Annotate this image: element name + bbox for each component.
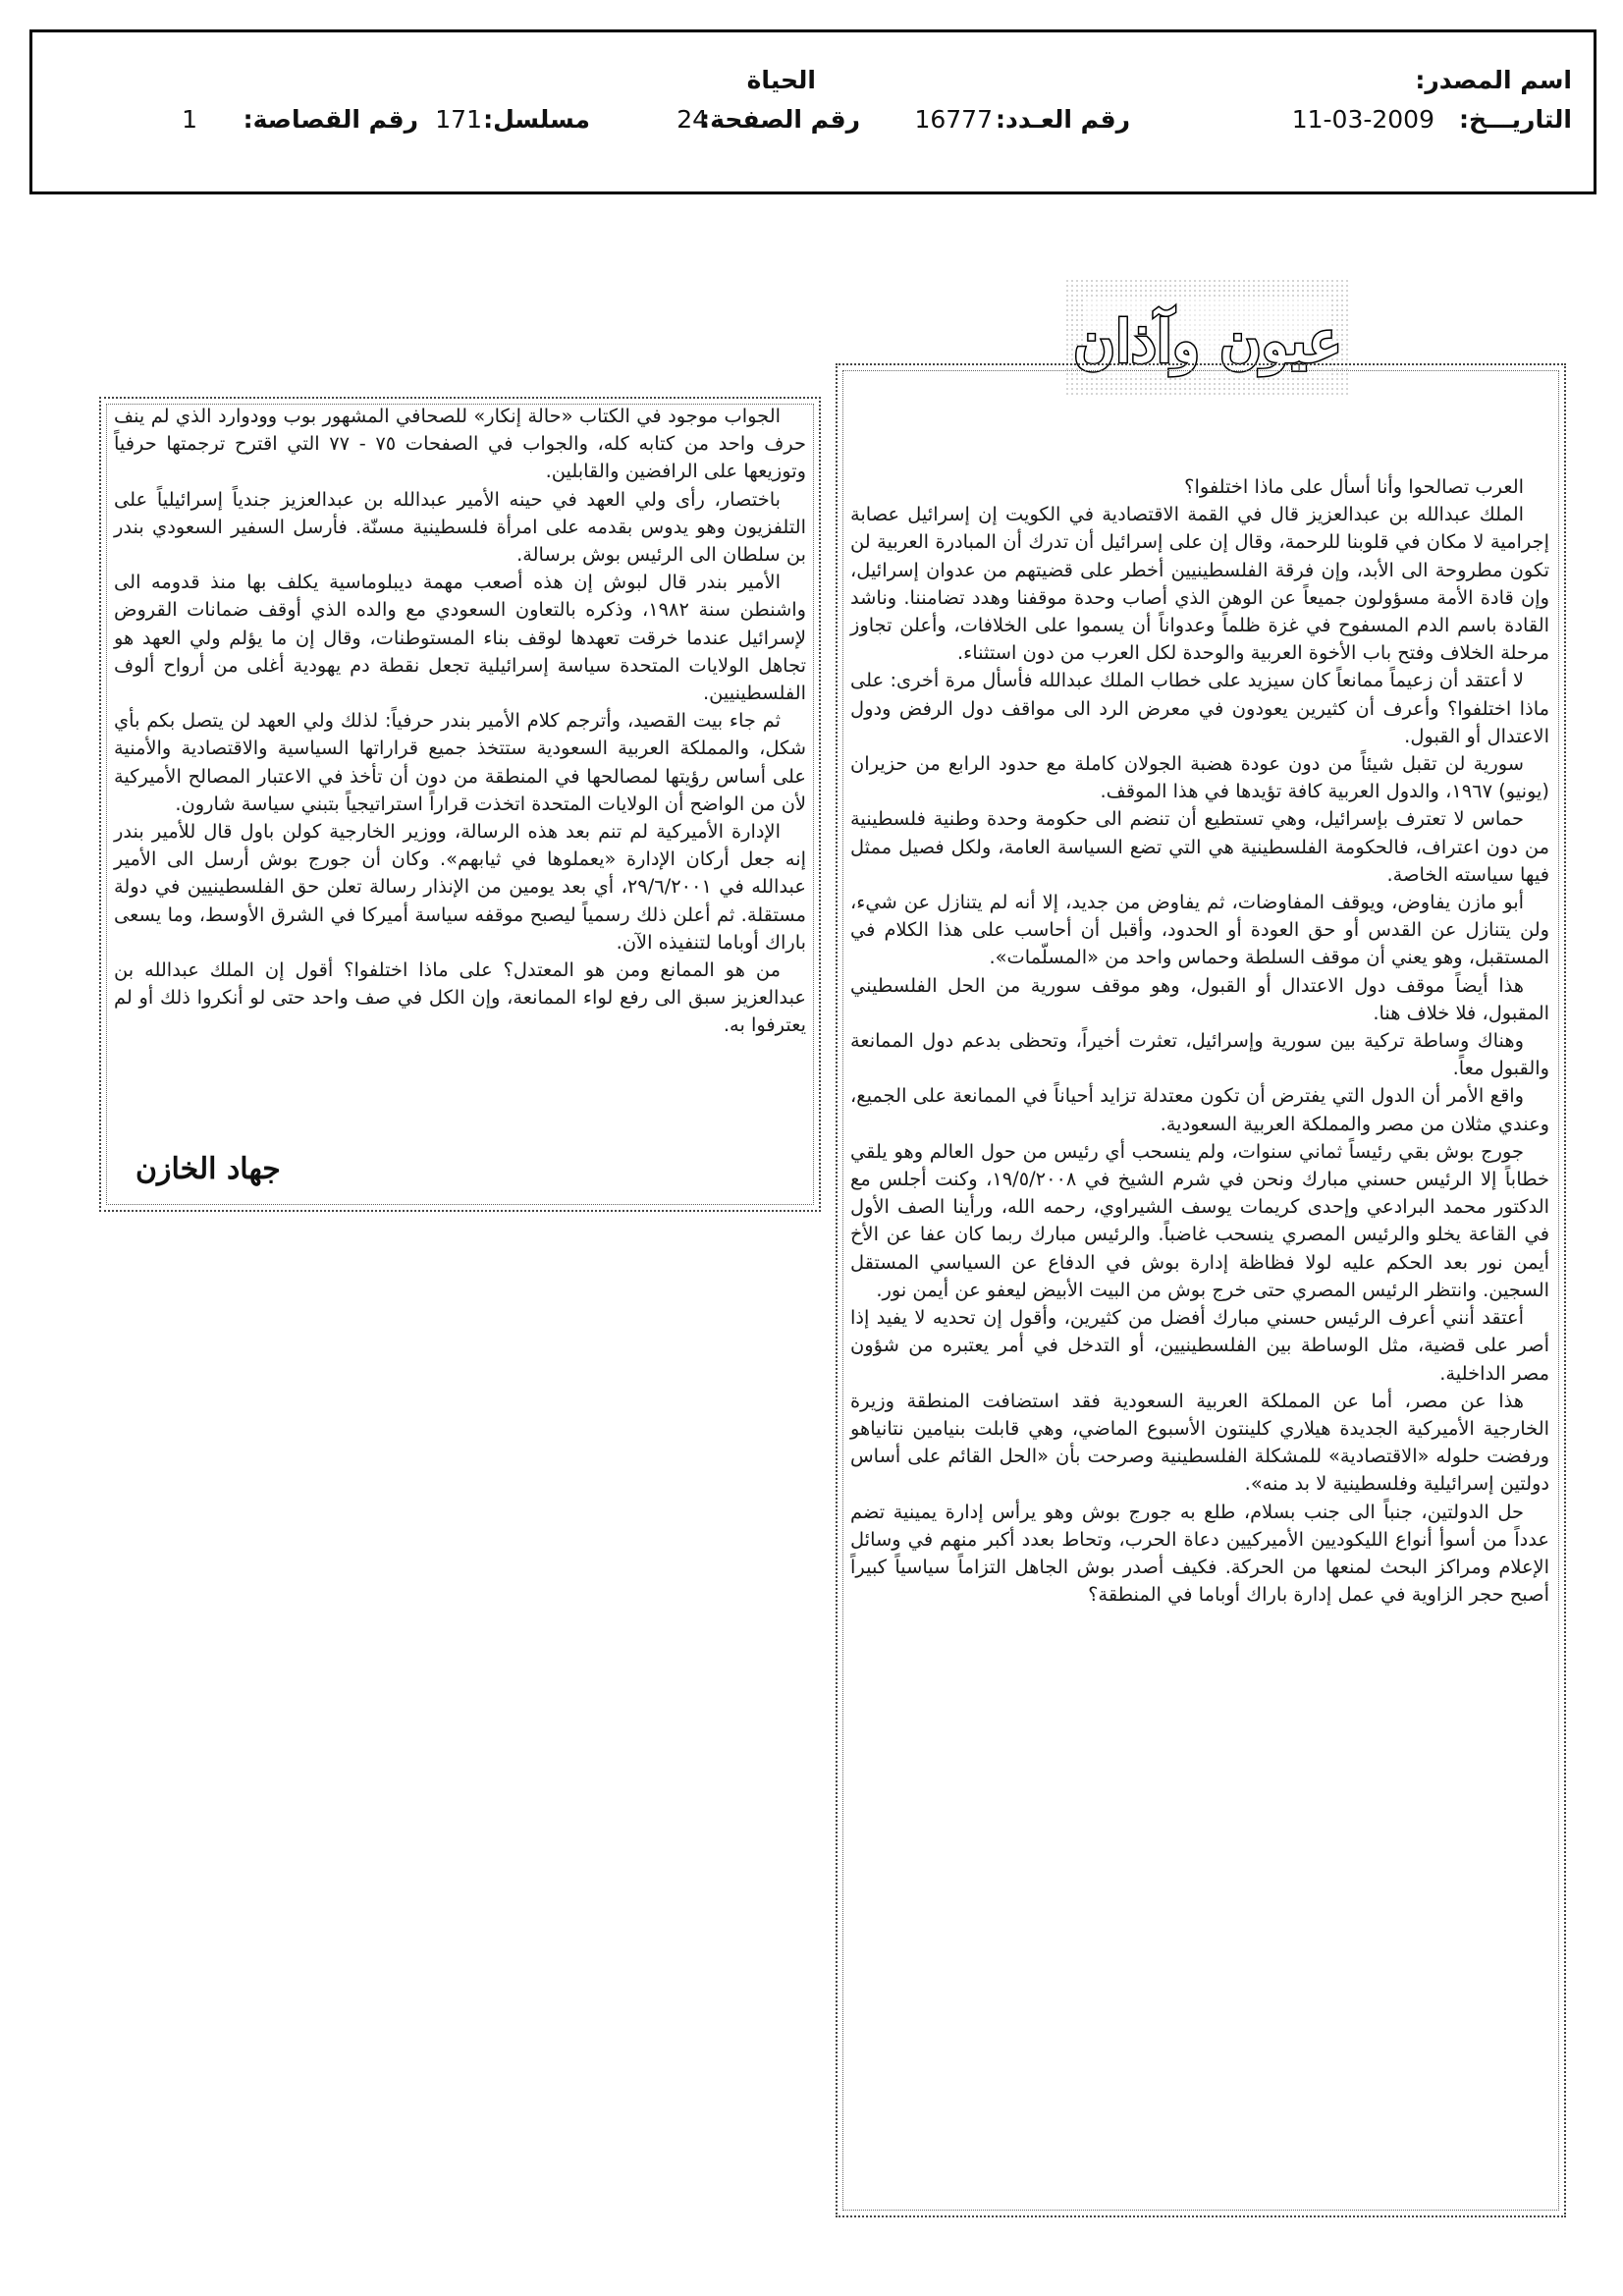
- article-paragraph: باختصار، رأى ولي العهد في حينه الأمير عبدالله بن عبدالعزيز جندياً إسرائيلياً على التلفزيون وهو يدوس بقدمه على امرأة فلسطينية مسنّة. فأرسل السفير السعودي بندر بن سلطان الى الرئيس بوش برسالة.: [114, 487, 806, 567]
- page-label: رقم الصفحة:: [700, 104, 860, 134]
- article-paragraph: حماس لا تعترف بإسرائيل، وهي تستطيع أن تنضم الى حكومة وحدة وطنية فلسطينية من دون اعتراف، فالحكومة الفلسطينية هي التي تضع السياسة العامة، ولكل فصيل ممثل فيها سياسته الخاصة.: [850, 807, 1549, 886]
- metadata-row-source: [54, 66, 1572, 94]
- article-paragraph: أعتقد أنني أعرف الرئيس حسني مبارك أفضل من كثيرين، وأقول إن تحديه لا يفيد إذا أصر على قضية، مثل الوساطة بين الفلسطينيين، أو التدخل في أمر يعتبره من شؤون مصر الداخلية.: [850, 1306, 1549, 1385]
- article-paragraph: الملك عبدالله بن عبدالعزيز قال في القمة الاقتصادية في الكويت إن إسرائيل عصابة إجرامية لا مكان في قلوبنا للرحمة، وقال إن على إسرائيل أن تدرك أن المبادرة العربية لن تكون مطروحة الى الأبد، وإن فرقة الفلسطينيين أخطر على قضيتهم من عدوان إسرائيل، وإن قادة الأمة مسؤولون جميعاً عن الوهن الذي أصاب وحدة موقفنا وهدد تضامننا. وناشد القادة باسم الدم المسفوح في غزة ظلماً وعدواناً أن يسموا على الخلافات، وأعلن تجاوز مرحلة الخلاف وفتح باب الأخوة العربية والوحدة لكل العرب من دون استثناء.: [850, 503, 1549, 665]
- source-label: اسم المصدر:: [1415, 66, 1572, 94]
- article-paragraph: من هو الممانع ومن هو المعتدل؟ على ماذا اختلفوا؟ أقول إن الملك عبدالله بن عبدالعزيز سبق الى رفع لواء الممانعة، وإن الكل في صف واحد حتى لو أنكروا ذلك أو لم يعترفوا به.: [114, 958, 806, 1037]
- date-label: التاريـــخ:: [1459, 104, 1572, 134]
- column-logo-text: عيون وآذان: [1073, 308, 1342, 375]
- serial-label: مسلسل:: [483, 104, 590, 134]
- article-paragraph: لا أعتقد أن زعيماً ممانعاً كان سيزيد على خطاب الملك عبدالله فأسأل مرة أخرى: على ماذا اختلفوا؟ وأعرف أن كثيرين يعودون في معرض الرد الى مواقف دول الرفض ودول الاعتدال أو القبول.: [850, 669, 1549, 747]
- article-paragraph: واقع الأمر أن الدول التي يفترض أن تكون معتدلة تزايد أحياناً في الممانعة على الجميع، وعندي مثلان من مصر والمملكة العربية السعودية.: [850, 1084, 1549, 1135]
- clipping-metadata-box: [29, 29, 1596, 194]
- serial-value: 171: [435, 104, 482, 134]
- issue-value: 16777: [914, 104, 993, 134]
- article-paragraph: جورج بوش بقي رئيساً ثماني سنوات، ولم ينسحب أي رئيس من حول العالم وهو يلقي خطاباً إلا الرئيس حسني مبارك ونحن في شرم الشيخ في ١٩/٥/٢٠٠٨، وكنت أجلس مع الدكتور محمد البرادعي وإحدى كريمات يوسف الشيراوي، رحمه الله، ورأينا الصف الأول في القاعة يخلو والرئيس المصري ينسحب غاضباً. والرئيس مبارك ربما كان عفا عن الأخ أيمن نور بعد الحكم عليه لولا فظاظة إدارة بوش في الدفاع عن السياسي المستقل السجين. وانتظر الرئيس المصري حتى خرج بوش من البيت الأبيض ليعفو عن أيمن نور.: [850, 1139, 1549, 1301]
- article-paragraph: الجواب موجود في الكتاب «حالة إنكار» للصحافي المشهور بوب وودوارد الذي لم ينف حرف واحد من كتابه كله، والجواب في الصفحات ٧٥ - ٧٧ التي اقترح ترجمتها حرفياً وتوزيعها على الرافضين والقابلين.: [114, 405, 806, 483]
- article-paragraph: الإدارة الأميركية لم تنم بعد هذه الرسالة، ووزير الخارجية كولن باول قال للأمير بندر إنه جعل أركان الإدارة «يعملوها في ثيابهم». وكان أن جورج بوش أرسل الى الأمير عبدالله في ٢٩/٦/٢٠٠١، أي بعد يومين من الإنذار رسالة تعلن حق الفلسطينيين في دولة مستقلة. ثم أعلن ذلك رسمياً ليصبح موقفه سياسة أميركا في الشرق الأوسط، وما يسعى باراك أوباما لتنفيذه الآن.: [114, 820, 806, 954]
- article-paragraph: وهناك وساطة تركية بين سورية وإسرائيل، تعثرت أخيراً، وتحظى بدعم دول الممانعة والقبول معاً.: [850, 1029, 1549, 1080]
- article-paragraph: هذا أيضاً موقف دول الاعتدال أو القبول، وهو موقف سورية من الحل الفلسطيني المقبول، فلا خلاف هنا.: [850, 973, 1549, 1024]
- page-value: 24: [676, 104, 708, 134]
- article-paragraph: حل الدولتين، جنباً الى جنب بسلام، طلع به جورج بوش وهو يرأس إدارة يمينية تضم عدداً من أسوأ أنواع الليكوديين الأميركيين دعاة الحرب، وتحاط بعدد أكبر منهم في وسائل الإعلام ومراكز البحث لمنعها من الحركة. فكيف أصدر بوش الجاهل التزاماً سياسياً كبيراً أصبح حجر الزاوية في عمل إدارة باراك أوباما في المنطقة؟: [850, 1500, 1549, 1607]
- article-paragraph: العرب تصالحوا وأنا أسأل على ماذا اختلفوا؟: [1184, 475, 1524, 498]
- article-right-column: [850, 473, 1549, 1609]
- article-paragraph: أبو مازن يفاوض، ويوقف المفاوضات، ثم يفاوض من جديد، إلا أنه لم يتنازل عن شيء، ولن يتنازل عن القدس أو حق العودة أو الحدود، وأقبل أن أحاسب على هذا الكلام في المستقبل، وهو يعني أن موقف السلطة وحماس واحد من «المسلّمات».: [850, 891, 1549, 969]
- author-signature: جهاد الخازن: [135, 1152, 281, 1186]
- source-value: الحياة: [746, 66, 816, 94]
- article-paragraph: الأمير بندر قال لبوش إن هذه أصعب مهمة ديبلوماسية يكلف بها منذ قدومه الى واشنطن سنة ١٩٨٢، وذكره بالتعاون السعودي مع والده الذي أوقف ضمانات القروض لإسرائيل عندما خرقت تعهدها لوقف بناء المستوطنات، وقال إن ما يؤلم ولي العهد هو تجاهل الولايات المتحدة سياسة إسرائيلية تجعل نقطة دم يهودية أغلى من أرواح ألوف الفلسطينيين.: [114, 571, 807, 705]
- issue-label: رقم العـدد:: [996, 104, 1130, 134]
- article-left-column: [114, 403, 806, 1040]
- article-paragraph: سورية لن تقبل شيئاً من دون عودة هضبة الجولان كاملة مع حدود الرابع من حزيران (يونيو) ١٩٦٧، والدول العربية كافة تؤيدها في هذا الموقف.: [850, 752, 1549, 803]
- article-paragraph: هذا عن مصر، أما عن المملكة العربية السعودية فقد استضافت المنطقة وزيرة الخارجية الأميركية الجديدة هيلاري كلينتون الأسبوع الماضي، وهي قابلت بنيامين نتانياهو ورفضت حلوله «الاقتصادية» للمشكلة الفلسطينية وصرحت بأن «الحل القائم على أساس دولتين إسرائيلية وفلسطينية لا بد منه».: [850, 1389, 1549, 1496]
- clip-value: 1: [182, 104, 197, 134]
- clip-label: رقم القصاصة:: [243, 104, 418, 134]
- date-value: 11-03-2009: [1291, 104, 1434, 134]
- article-paragraph: ثم جاء بيت القصيد، وأترجم كلام الأمير بندر حرفياً: لذلك ولي العهد لن يتصل بكم بأي شكل، والمملكة العربية السعودية ستتخذ جميع قراراتها السياسية والاقتصادية والأمنية على أساس رؤيتها لمصالحها في المنطقة من دون أن تأخذ في الاعتبار المصالح الأميركية لأن من الواضح أن الولايات المتحدة اتخذت قراراً استراتيجياً بتبني سياسة شارون.: [114, 709, 806, 815]
